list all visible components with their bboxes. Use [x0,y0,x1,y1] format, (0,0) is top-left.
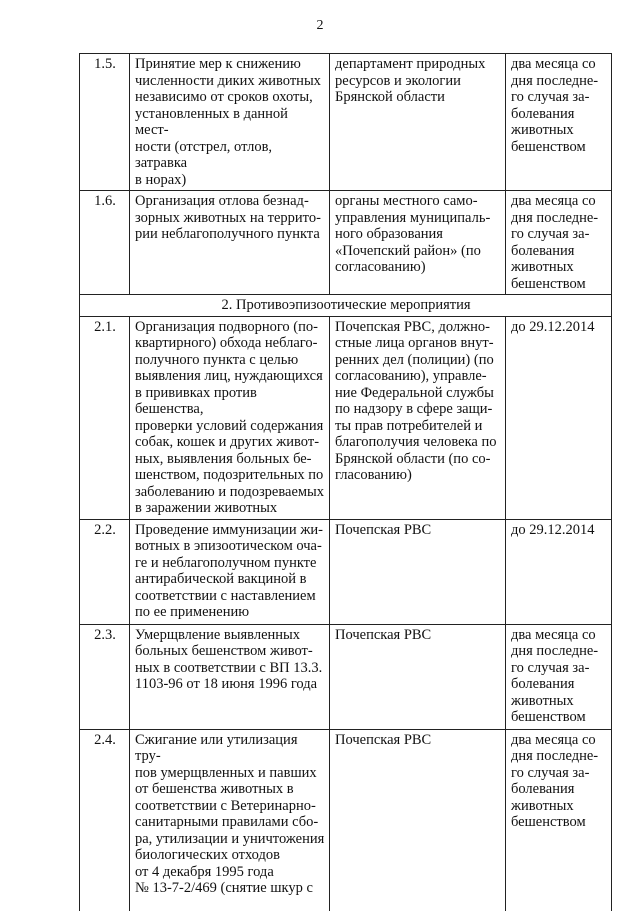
table-row [80,54,612,191]
row-number: 1.5. [80,54,130,191]
page-number: 2 [316,18,324,33]
row-responsible: органы местного само- управления муниципаль- ного образования «Почепский район» (по согласованию) [330,191,506,295]
table-row [80,191,612,295]
row-action: Организация отлова безнад- зорных животных на террито- рии неблагополучного пункта [130,191,330,295]
row-action: Организация подворного (по- квартирного) обхода неблаго- получного пункта с целью выявления лиц, нуждающихся в прививках против бешенства, проверки условий содержания собак, кошек и других живот- ных, выявления больных бе- шенством, подозрительных по заболеванию и подозреваемых в заражении животных [130,316,330,519]
row-term: два месяца со дня последне- го случая за- болевания животных бешенством [506,624,612,729]
row-number: 2.1. [80,316,130,519]
section-title: 2. Противоэпизоотические мероприятия [80,295,612,317]
row-number: 2.3. [80,624,130,729]
table-row [80,729,612,911]
row-responsible: Почепская РВС [330,519,506,624]
table-row [80,519,612,624]
row-action: Умерщвление выявленных больных бешенством живот- ных в соответствии с ВП 13.3. 1103-96 от 18 июня 1996 года [130,624,330,729]
row-number: 1.6. [80,191,130,295]
row-term: два месяца со дня последне- го случая за- болевания животных бешенством [506,54,612,191]
row-responsible: Почепская РВС [330,624,506,729]
row-term: до 29.12.2014 [506,519,612,624]
row-action: Сжигание или утилизация тру- пов умерщвленных и павших от бешенства животных в соответствии с Ветеринарно- санитарными правилами сбо- ра, утилизации и уничтожения биологических отходов от 4 декабря 1995 года № 13-7-2/469 (снятие шкур с [130,729,330,911]
measures-table [79,53,612,911]
section-header-row [80,295,612,317]
row-term: до 29.12.2014 [506,316,612,519]
table-row [80,316,612,519]
row-action: Проведение иммунизации жи- вотных в эпизоотическом оча- ге и неблагополучном пункте антирабической вакциной в соответствии с наставлением по ее применению [130,519,330,624]
row-number: 2.2. [80,519,130,624]
table-row [80,624,612,729]
row-responsible: департамент природных ресурсов и экологии Брянской области [330,54,506,191]
row-term: два месяца со дня последне- го случая за- болевания животных бешенством [506,191,612,295]
row-number: 2.4. [80,729,130,911]
row-responsible: Почепская РВС [330,729,506,911]
row-action: Принятие мер к снижению численности диких животных независимо от сроков охоты, установленных в данной мест- ности (отстрел, отлов, затравка в норах) [130,54,330,191]
row-term: два месяца со дня последне- го случая за- болевания животных бешенством [506,729,612,911]
row-responsible: Почепская РВС, должно- стные лица органов внут- ренних дел (полиции) (по согласованию), управле- ние Федеральной службы по надзору в сфере защи- ты прав потребителей и благополучия человека по Брянской области (по со- гласованию) [330,316,506,519]
